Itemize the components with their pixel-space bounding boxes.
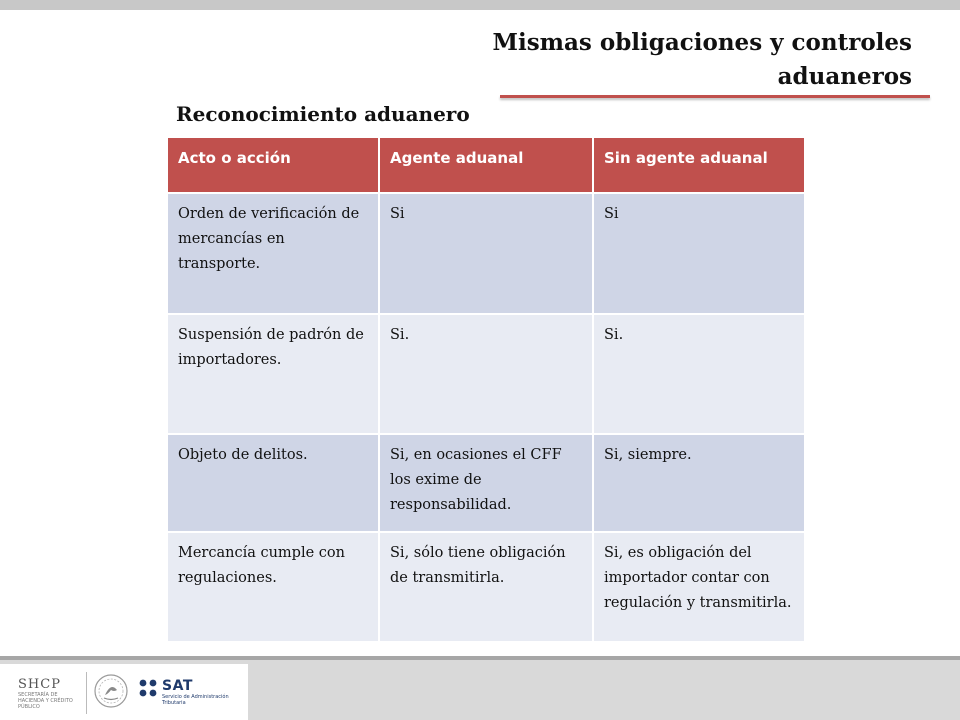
header-agente-aduanal: Agente aduanal (379, 137, 593, 193)
top-decorative-bar (0, 0, 960, 10)
table-row (167, 532, 805, 642)
table-cell: Si, en ocasiones el CFF los exime de responsabilidad. (379, 434, 593, 532)
shcp-logo-subtitle: SECRETARÍA DE HACIENDA Y CRÉDITO PÚBLICO (18, 692, 73, 710)
table-cell: Si (593, 193, 805, 314)
table-cell: Si, es obligación del importador contar con regulación y transmitirla. (593, 532, 805, 642)
title-underline (500, 95, 930, 98)
table-cell: Si (379, 193, 593, 314)
table-row (167, 434, 805, 532)
header-acto: Acto o acción (167, 137, 379, 193)
slide-title-line-1: Mismas obligaciones y controles (492, 29, 912, 56)
table-header-row (167, 137, 805, 193)
slide-title-line-2: aduaneros (777, 63, 912, 90)
sat-logo-label: SAT (162, 678, 193, 694)
section-heading: Reconocimiento aduanero (176, 102, 470, 126)
table-cell: Suspensión de padrón de importadores. (167, 314, 379, 434)
sat-logo-subtitle: Servicio de Administración Tributaria (162, 694, 229, 706)
table-cell: Si. (593, 314, 805, 434)
table-cell: Orden de verificación de mercancías en transporte. (167, 193, 379, 314)
table-cell: Objeto de delitos. (167, 434, 379, 532)
table-cell: Si, siempre. (593, 434, 805, 532)
shcp-logo-label: SHCP (18, 677, 61, 692)
footer-rule (0, 656, 960, 660)
table-cell: Mercancía cumple con regulaciones. (167, 532, 379, 642)
logo-divider (86, 672, 87, 714)
mexico-coat-of-arms-icon (92, 670, 130, 712)
table-row (167, 193, 805, 314)
comparison-table (166, 136, 806, 643)
table-row (167, 314, 805, 434)
table-cell: Si, sólo tiene obligación de transmitirla. (379, 532, 593, 642)
table-cell: Si. (379, 314, 593, 434)
slide-title (392, 26, 912, 94)
header-sin-agente-aduanal: Sin agente aduanal (593, 137, 805, 193)
sat-dots-logo-icon (138, 678, 160, 700)
